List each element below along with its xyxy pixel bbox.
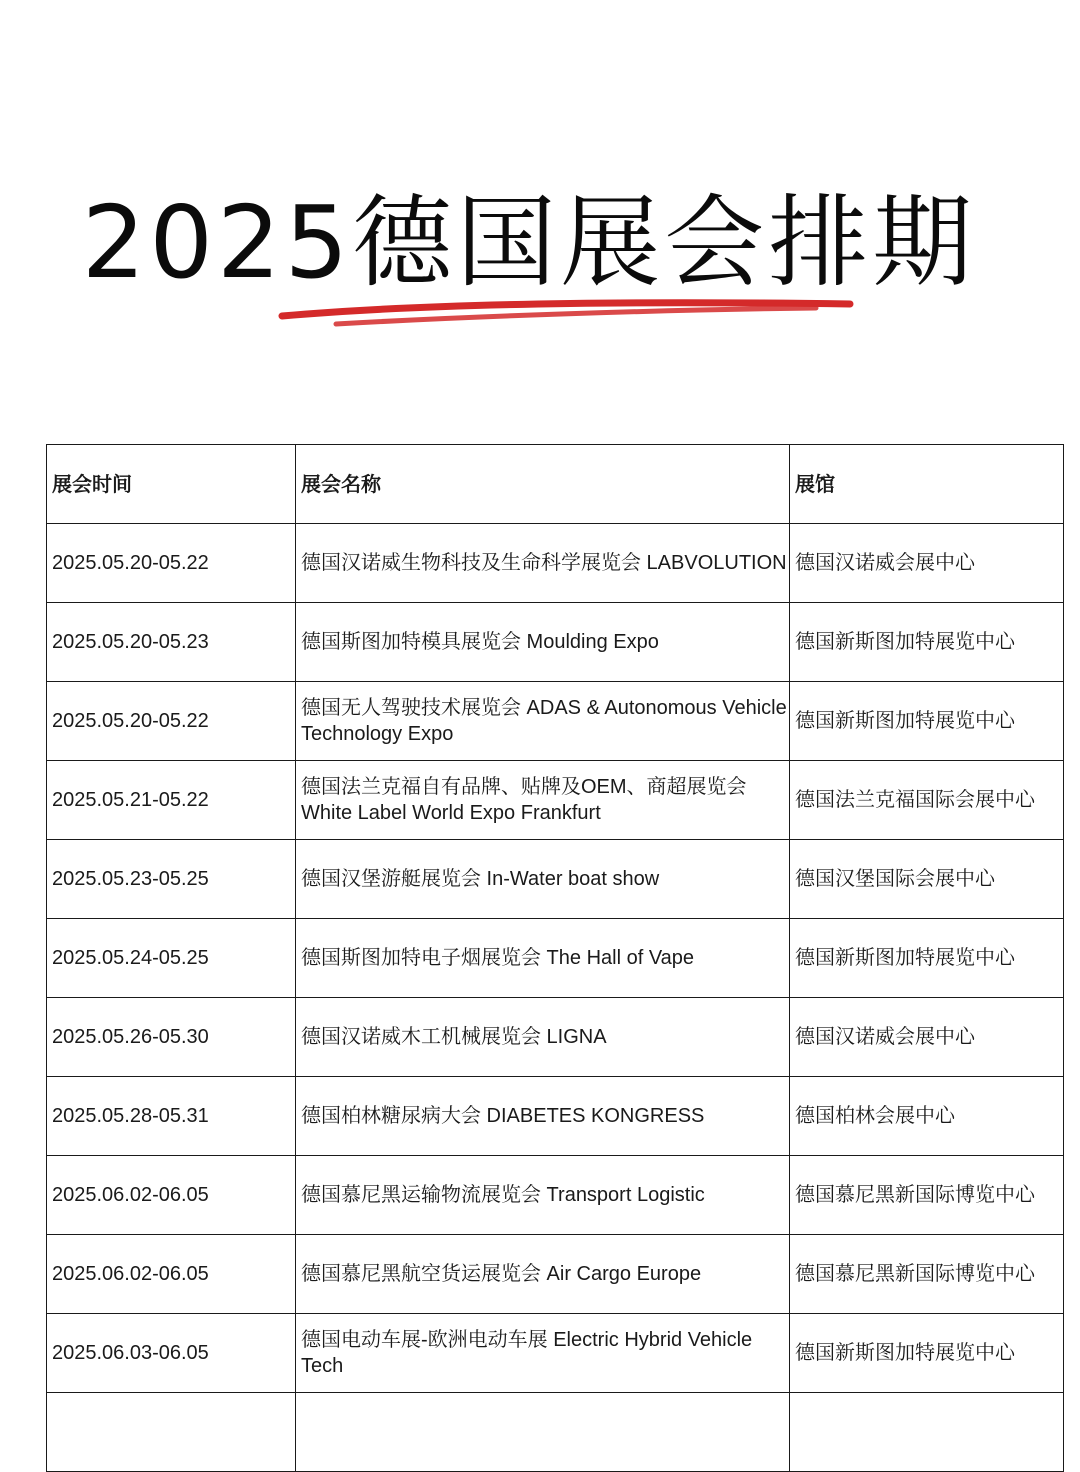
cell-venue: 德国新斯图加特展览中心 [790, 682, 1064, 761]
cell-date: 2025.05.20-05.23 [47, 603, 296, 682]
exhibition-schedule-table [46, 444, 1064, 1472]
cell-name: 德国无人驾驶技术展览会 ADAS & Autonomous Vehicle Technology Expo [296, 682, 790, 761]
cell-name: 德国斯图加特电子烟展览会 The Hall of Vape [296, 919, 790, 998]
cell-empty [296, 1393, 790, 1472]
table-row [47, 840, 1064, 919]
cell-date: 2025.05.26-05.30 [47, 998, 296, 1077]
cell-date: 2025.06.03-06.05 [47, 1314, 296, 1393]
cell-venue: 德国新斯图加特展览中心 [790, 603, 1064, 682]
cell-date: 2025.06.02-06.05 [47, 1235, 296, 1314]
cell-venue: 德国慕尼黑新国际博览中心 [790, 1235, 1064, 1314]
cell-name: 德国电动车展-欧洲电动车展 Electric Hybrid Vehicle Tech [296, 1314, 790, 1393]
table-row [47, 1156, 1064, 1235]
cell-name: 德国斯图加特模具展览会 Moulding Expo [296, 603, 790, 682]
cell-name: 德国慕尼黑运输物流展览会 Transport Logistic [296, 1156, 790, 1235]
cell-name: 德国汉诺威木工机械展览会 LIGNA [296, 998, 790, 1077]
cell-venue: 德国汉诺威会展中心 [790, 998, 1064, 1077]
table-row-cut-off [47, 1393, 1064, 1472]
table-header-row [47, 445, 1064, 524]
table-row [47, 761, 1064, 840]
cell-name: 德国法兰克福自有品牌、贴牌及OEM、商超展览会 White Label World Expo Frankfurt [296, 761, 790, 840]
cell-date: 2025.05.20-05.22 [47, 682, 296, 761]
table-row [47, 603, 1064, 682]
cell-venue: 德国汉堡国际会展中心 [790, 840, 1064, 919]
cell-date: 2025.05.23-05.25 [47, 840, 296, 919]
cell-name: 德国汉诺威生物科技及生命科学展览会 LABVOLUTION [296, 524, 790, 603]
table-row [47, 1235, 1064, 1314]
cell-date: 2025.06.02-06.05 [47, 1156, 296, 1235]
cell-date: 2025.05.20-05.22 [47, 524, 296, 603]
table-row [47, 524, 1064, 603]
header-date: 展会时间 [47, 445, 296, 524]
cell-date: 2025.05.24-05.25 [47, 919, 296, 998]
red-brush-underline [276, 294, 856, 334]
cell-name: 德国汉堡游艇展览会 In-Water boat show [296, 840, 790, 919]
cell-name: 德国柏林糖尿病大会 DIABETES KONGRESS [296, 1077, 790, 1156]
cell-venue: 德国法兰克福国际会展中心 [790, 761, 1064, 840]
cell-venue: 德国新斯图加特展览中心 [790, 1314, 1064, 1393]
cell-venue: 德国柏林会展中心 [790, 1077, 1064, 1156]
table-row [47, 998, 1064, 1077]
cell-empty [47, 1393, 296, 1472]
cell-venue: 德国新斯图加特展览中心 [790, 919, 1064, 998]
table-row [47, 682, 1064, 761]
header-name: 展会名称 [296, 445, 790, 524]
table-row [47, 919, 1064, 998]
table-row [47, 1314, 1064, 1393]
cell-venue: 德国慕尼黑新国际博览中心 [790, 1156, 1064, 1235]
cell-date: 2025.05.28-05.31 [47, 1077, 296, 1156]
table-row [47, 1077, 1064, 1156]
cell-venue: 德国汉诺威会展中心 [790, 524, 1064, 603]
cell-empty [790, 1393, 1064, 1472]
header-venue: 展馆 [790, 445, 1064, 524]
page-title: 2025德国展会排期 [81, 184, 977, 301]
cell-name: 德国慕尼黑航空货运展览会 Air Cargo Europe [296, 1235, 790, 1314]
cell-date: 2025.05.21-05.22 [47, 761, 296, 840]
